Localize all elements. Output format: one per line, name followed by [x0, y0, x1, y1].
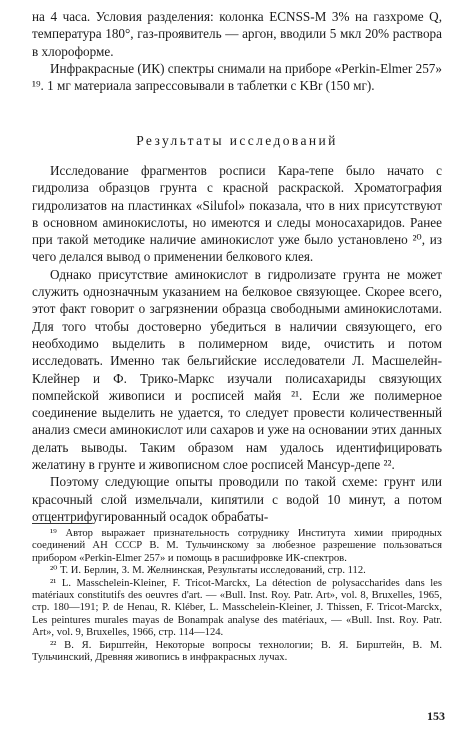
body-paragraph-2: Однако присутствие аминокислот в гидролизате грунта не может служить однозначным указанием на белковое связующее. Скорее всего, этот факт говорит о загрязнении образца свободными аминокислотами. Для того чтобы достоверно убедиться в наличии связующего, его необходимо выделить в полимерном виде, очистить и потом исследовать. Именно так бельгийские исследователи Л. Масшелейн-Клейнер и Ф. Трико-Маркс изучали полисахариды связующих помпейской живописи и росписей майя ²¹. Если же полимерное соединение выделить не удается, то следует провести количественный анализ смеси аминокислот или сахаров и уже на основании этих данных делать выводы. Таким образом нам удалось идентифицировать желатину в грунте и живописном слое росписей Мансур-депе ²². [32, 266, 442, 473]
main-text [32, 162, 442, 525]
footnote-22: ²² В. Я. Бирштейн, Некоторые вопросы технологии; В. Я. Бирштейн, В. М. Тульчинский, Древняя живопись в инфракрасных лучах. [32, 639, 442, 664]
footnotes [32, 528, 442, 664]
top-text [32, 8, 442, 94]
section-heading: Результаты исследований [136, 133, 338, 148]
page-number: 153 [427, 709, 445, 723]
footnote-19: ¹⁹ Автор выражает признательность сотруднику Института химии природных соединений АН СССР В. М. Тульчинскому за любезное разрешение пользоваться прибором «Perkin-Elmer 257» и помощь в расшифровке ИК-спектров. [32, 528, 442, 564]
body-paragraph-3: Поэтому следующие опыты проводили по такой схеме: грунт или красочный слой измельчали, кипятили с водой 10 минут, а потом отцентрифугированный осадок обрабаты- [32, 474, 442, 524]
footnote-20: ²⁰ Т. И. Берлин, З. М. Желнинская, Результаты исследований, стр. 112. [50, 565, 366, 577]
footnote-divider [32, 523, 92, 524]
method-paragraph: на 4 часа. Условия разделения: колонка ECNSS-M 3% на газхроме Q, температура 180°, газ-проявитель — аргон, вводили 5 мкл 20% раствора в хлороформе. [32, 9, 442, 59]
ir-paragraph: Инфракрасные (ИК) спектры снимали на приборе «Perkin-Elmer 257» ¹⁹. 1 мг материала запрессовывали в таблетки с KBr (150 мг). [32, 60, 442, 94]
body-paragraph-1: Исследование фрагментов росписи Кара-тепе было начато с гидролиза образцов грунта с красной раскраской. Хроматография гидролизатов на пластинках «Silufol» показала, что в них присутствуют в основном аминокислоты, но имеются и следы моносахаридов. Ранее при такой методике наличие аминокислот уже было установлено ²⁰, из чего делался вывод о применении белкового клея. [32, 163, 442, 265]
footnote-21: ²¹ L. Masschelein-Kleiner, F. Tricot-Marckx, La détection de polysaccharides dans les matériaux constitutifs des oeuvres d'art. — «Bull. Inst. Roy. Patr. Art», vol. 8, Bruxelles, 1965, стр. 180—191; P. de Henau, R. Kléber, L. Masschelein-Kleiner, J. Thissen, F. Tricot-Marckx, Les peintures murales mayas de Bonampak analyse des matériaux, — «Bull. Inst. Roy. Patr. Art», vol. 9, Bruxelles, 1966, стр. 114—124. [32, 577, 442, 639]
